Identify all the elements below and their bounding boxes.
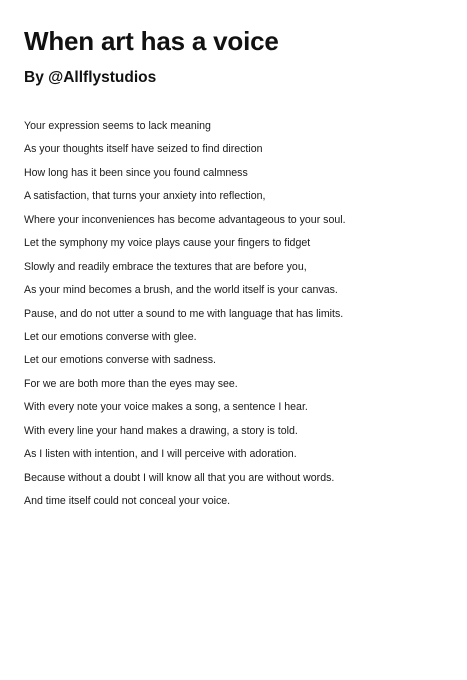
poem-line: As your mind becomes a brush, and the world itself is your canvas. xyxy=(24,284,338,297)
poem-line: A satisfaction, that turns your anxiety into reflection, xyxy=(24,190,266,203)
poem-line: Your expression seems to lack meaning xyxy=(24,120,211,132)
poem-line: Where your inconveniences has become advantageous to your soul. xyxy=(24,213,346,226)
page-title: When art has a voice xyxy=(24,26,279,56)
poem-line: Pause, and do not utter a sound to me with language that has limits. xyxy=(24,307,344,320)
poem-line: Let our emotions converse with sadness. xyxy=(24,354,216,367)
poem-line: And time itself could not conceal your voice. xyxy=(24,495,231,507)
poem-line: How long has it been since you found calmness xyxy=(24,166,248,179)
poem-line: Let our emotions converse with glee. xyxy=(24,330,197,343)
author-byline: By @Allflystudios xyxy=(24,69,157,86)
poem-line: With every note your voice makes a song, a sentence I hear. xyxy=(24,401,308,414)
poem-line: With every line your hand makes a drawing, a story is told. xyxy=(24,424,298,437)
poem-line: As your thoughts itself have seized to find direction xyxy=(24,143,263,156)
poem-line: As I listen with intention, and I will perceive with adoration. xyxy=(24,448,297,461)
poem-line: For we are both more than the eyes may see. xyxy=(24,377,238,390)
poem-line: Because without a doubt I will know all that you are without words. xyxy=(24,471,335,484)
poem-line: Let the symphony my voice plays cause your fingers to fidget xyxy=(24,237,311,250)
poem-body xyxy=(24,119,346,517)
poem-line: Slowly and readily embrace the textures that are before you, xyxy=(24,260,307,273)
